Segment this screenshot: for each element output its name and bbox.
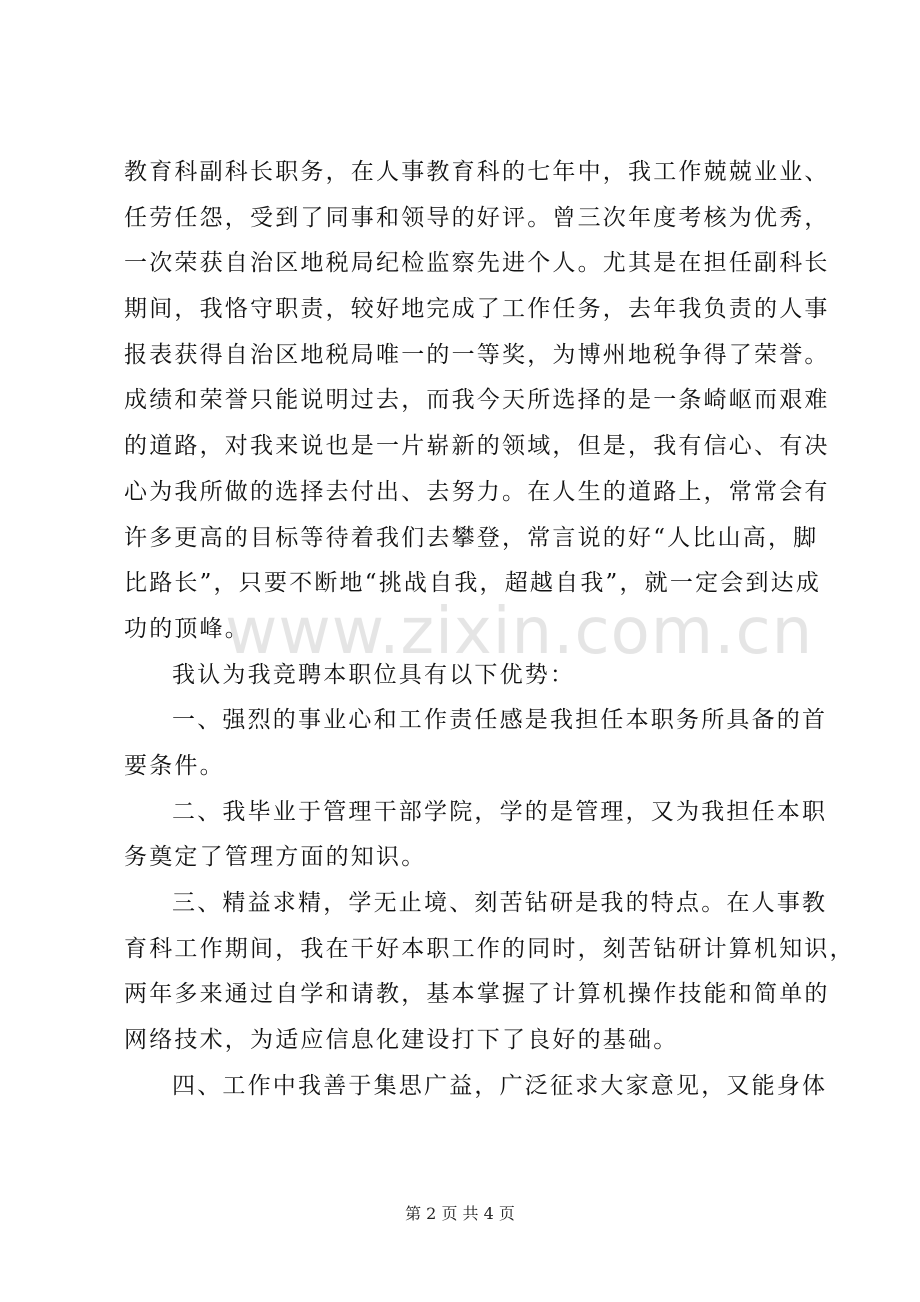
text-line: 报表获得自治区地税局唯一的一等奖，为博州地税争得了荣誉。 [124, 341, 830, 368]
text-line: 务奠定了管理方面的知识。 [124, 844, 427, 871]
paragraph-1 [124, 150, 830, 653]
text-line: 许多更高的目标等待着我们去攀登，常言说的好“人比山高，脚 [124, 524, 819, 551]
text-line: 任劳任怨，受到了同事和领导的好评。曾三次年度考核为优秀， [124, 204, 830, 231]
text-line: 期间，我恪守职责，较好地完成了工作任务，去年我负责的人事 [124, 296, 830, 323]
text-line: 一、强烈的事业心和工作责任感是我担任本职务所具备的首 [172, 707, 828, 734]
text-line: 网络技术，为适应信息化建设打下了良好的基础。 [124, 1027, 679, 1054]
page-number-footer: 第 2 页 共 4 页 [405, 1204, 515, 1223]
text-line: 四、工作中我善于集思广益，广泛征求大家意见，又能身体 [172, 1072, 828, 1099]
document-body [124, 150, 855, 1109]
text-line: 比路长”，只要不断地“挑战自我，超越自我”，就一定会到达成 [124, 570, 822, 597]
point-1-paragraph [124, 698, 828, 789]
site-watermark: www.zixin.com.cn [225, 595, 814, 669]
text-line: 二、我毕业于管理干部学院，学的是管理，又为我担任本职 [172, 798, 828, 825]
point-3-paragraph [124, 881, 855, 1064]
text-line: 一次荣获自治区地税局纪检监察先进个人。尤其是在担任副科长 [124, 250, 830, 277]
point-2-paragraph [124, 790, 828, 881]
text-line: 心为我所做的选择去付出、去努力。在人生的道路上，常常会有 [124, 478, 830, 505]
text-line: 成绩和荣誉只能说明过去，而我今天所选择的是一条崎岖而艰难 [124, 387, 830, 414]
text-line: 三、精益求精，学无止境、刻苦钻研是我的特点。在人事教 [172, 890, 828, 916]
text-line: 育科工作期间，我在干好本职工作的同时，刻苦钻研计算机知识， [124, 935, 855, 962]
text-line: 要条件。 [124, 752, 225, 779]
text-line: 教育科副科长职务，在人事教育科的七年中，我工作兢兢业业、 [124, 159, 830, 185]
text-line: 的道路，对我来说也是一片崭新的领域，但是，我有信心、有决 [124, 433, 830, 460]
point-4-paragraph [124, 1064, 828, 1110]
text-line: 两年多来通过自学和请教，基本掌握了计算机操作技能和简单的 [124, 981, 830, 1008]
intro-paragraph: 我认为我竞聘本职位具有以下优势： [172, 661, 576, 688]
text-line: 功的顶峰。 [124, 615, 250, 642]
